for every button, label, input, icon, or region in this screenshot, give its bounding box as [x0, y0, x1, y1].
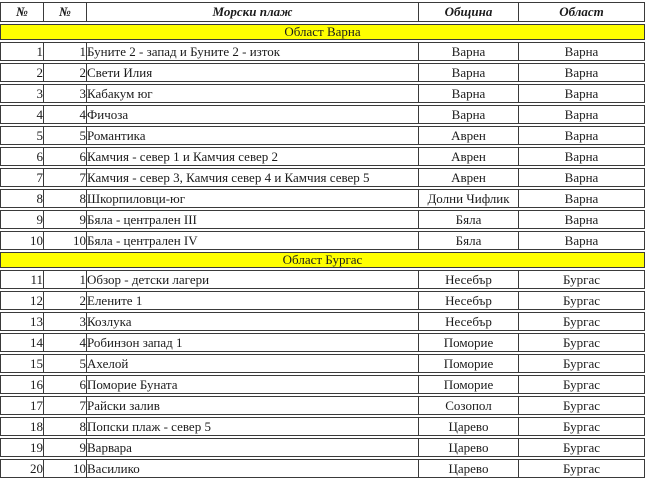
cell-beach-name: Свети Илия	[86, 63, 418, 82]
column-header-beach: Морски плаж	[86, 2, 418, 22]
table-row	[0, 42, 645, 61]
cell-global-number: 16	[0, 375, 43, 394]
cell-municipality: Царево	[418, 438, 518, 457]
cell-region: Бургас	[518, 438, 645, 457]
cell-beach-name: Камчия - север 3, Камчия север 4 и Камчия север 5	[86, 168, 418, 187]
cell-municipality: Аврен	[418, 168, 518, 187]
section-title: Област Бургас	[0, 252, 645, 268]
cell-beach-name: Елените 1	[86, 291, 418, 310]
table-row	[0, 63, 645, 82]
cell-global-number: 8	[0, 189, 43, 208]
column-header-section-number: №	[43, 2, 86, 22]
cell-global-number: 1	[0, 42, 43, 61]
cell-global-number: 11	[0, 270, 43, 289]
table-row	[0, 459, 645, 478]
cell-global-number: 7	[0, 168, 43, 187]
section-header-row	[0, 24, 645, 40]
cell-section-number: 1	[43, 42, 86, 61]
cell-municipality: Варна	[418, 105, 518, 124]
cell-region: Бургас	[518, 396, 645, 415]
cell-municipality: Аврен	[418, 126, 518, 145]
cell-beach-name: Шкорпиловци-юг	[86, 189, 418, 208]
cell-global-number: 18	[0, 417, 43, 436]
cell-beach-name: Козлука	[86, 312, 418, 331]
cell-municipality: Царево	[418, 417, 518, 436]
cell-region: Бургас	[518, 291, 645, 310]
table-row	[0, 210, 645, 229]
cell-beach-name: Бяла - централен III	[86, 210, 418, 229]
cell-region: Варна	[518, 126, 645, 145]
cell-municipality: Бяла	[418, 210, 518, 229]
cell-region: Бургас	[518, 417, 645, 436]
table-row	[0, 84, 645, 103]
cell-global-number: 12	[0, 291, 43, 310]
cell-municipality: Несебър	[418, 312, 518, 331]
cell-region: Бургас	[518, 354, 645, 373]
cell-region: Варна	[518, 231, 645, 250]
cell-section-number: 1	[43, 270, 86, 289]
beaches-table-body	[0, 24, 645, 478]
cell-region: Варна	[518, 42, 645, 61]
cell-municipality: Царево	[418, 459, 518, 478]
cell-section-number: 4	[43, 333, 86, 352]
cell-section-number: 5	[43, 126, 86, 145]
section-title: Област Варна	[0, 24, 645, 40]
cell-municipality: Созопол	[418, 396, 518, 415]
cell-region: Бургас	[518, 312, 645, 331]
cell-beach-name: Поморие Буната	[86, 375, 418, 394]
cell-municipality: Бяла	[418, 231, 518, 250]
cell-beach-name: Попски плаж - север 5	[86, 417, 418, 436]
cell-region: Варна	[518, 147, 645, 166]
column-header-region: Област	[518, 2, 645, 22]
cell-region: Варна	[518, 210, 645, 229]
cell-section-number: 3	[43, 312, 86, 331]
table-row	[0, 105, 645, 124]
cell-section-number: 8	[43, 189, 86, 208]
cell-global-number: 20	[0, 459, 43, 478]
cell-beach-name: Фичоза	[86, 105, 418, 124]
cell-global-number: 13	[0, 312, 43, 331]
table-row	[0, 231, 645, 250]
cell-municipality: Варна	[418, 63, 518, 82]
section-header-row	[0, 252, 645, 268]
column-header-global-number: №	[0, 2, 43, 22]
cell-global-number: 9	[0, 210, 43, 229]
cell-global-number: 17	[0, 396, 43, 415]
cell-beach-name: Буните 2 - запад и Буните 2 - изток	[86, 42, 418, 61]
cell-section-number: 2	[43, 63, 86, 82]
cell-beach-name: Камчия - север 1 и Камчия север 2	[86, 147, 418, 166]
cell-beach-name: Робинзон запад 1	[86, 333, 418, 352]
cell-region: Бургас	[518, 270, 645, 289]
table-row	[0, 396, 645, 415]
cell-global-number: 15	[0, 354, 43, 373]
cell-beach-name: Райски залив	[86, 396, 418, 415]
cell-global-number: 3	[0, 84, 43, 103]
cell-beach-name: Бяла - централен IV	[86, 231, 418, 250]
table-row	[0, 126, 645, 145]
table-row	[0, 333, 645, 352]
table-row	[0, 417, 645, 436]
cell-global-number: 6	[0, 147, 43, 166]
header-row	[0, 2, 645, 22]
cell-municipality: Аврен	[418, 147, 518, 166]
cell-section-number: 7	[43, 168, 86, 187]
cell-section-number: 5	[43, 354, 86, 373]
cell-global-number: 2	[0, 63, 43, 82]
cell-section-number: 9	[43, 438, 86, 457]
cell-beach-name: Романтика	[86, 126, 418, 145]
cell-municipality: Долни Чифлик	[418, 189, 518, 208]
table-row	[0, 312, 645, 331]
table-row	[0, 438, 645, 457]
cell-region: Бургас	[518, 333, 645, 352]
cell-section-number: 4	[43, 105, 86, 124]
cell-section-number: 6	[43, 147, 86, 166]
cell-global-number: 5	[0, 126, 43, 145]
cell-region: Варна	[518, 168, 645, 187]
cell-region: Варна	[518, 63, 645, 82]
cell-beach-name: Варвара	[86, 438, 418, 457]
cell-global-number: 10	[0, 231, 43, 250]
cell-beach-name: Ахелой	[86, 354, 418, 373]
cell-region: Бургас	[518, 375, 645, 394]
cell-municipality: Поморие	[418, 375, 518, 394]
table-row	[0, 168, 645, 187]
cell-global-number: 14	[0, 333, 43, 352]
cell-section-number: 8	[43, 417, 86, 436]
cell-section-number: 7	[43, 396, 86, 415]
cell-section-number: 9	[43, 210, 86, 229]
cell-municipality: Несебър	[418, 291, 518, 310]
cell-region: Варна	[518, 189, 645, 208]
cell-section-number: 3	[43, 84, 86, 103]
column-header-municipality: Община	[418, 2, 518, 22]
cell-region: Бургас	[518, 459, 645, 478]
table-row	[0, 270, 645, 289]
cell-municipality: Поморие	[418, 354, 518, 373]
cell-municipality: Варна	[418, 42, 518, 61]
cell-municipality: Варна	[418, 84, 518, 103]
table-row	[0, 375, 645, 394]
cell-section-number: 10	[43, 231, 86, 250]
table-row	[0, 147, 645, 166]
table-row	[0, 354, 645, 373]
cell-global-number: 4	[0, 105, 43, 124]
cell-beach-name: Василико	[86, 459, 418, 478]
table-row	[0, 189, 645, 208]
cell-beach-name: Кабакум юг	[86, 84, 418, 103]
cell-region: Варна	[518, 105, 645, 124]
cell-municipality: Несебър	[418, 270, 518, 289]
cell-global-number: 19	[0, 438, 43, 457]
cell-section-number: 6	[43, 375, 86, 394]
cell-region: Варна	[518, 84, 645, 103]
table-row	[0, 291, 645, 310]
cell-beach-name: Обзор - детски лагери	[86, 270, 418, 289]
cell-municipality: Поморие	[418, 333, 518, 352]
cell-section-number: 2	[43, 291, 86, 310]
cell-section-number: 10	[43, 459, 86, 478]
